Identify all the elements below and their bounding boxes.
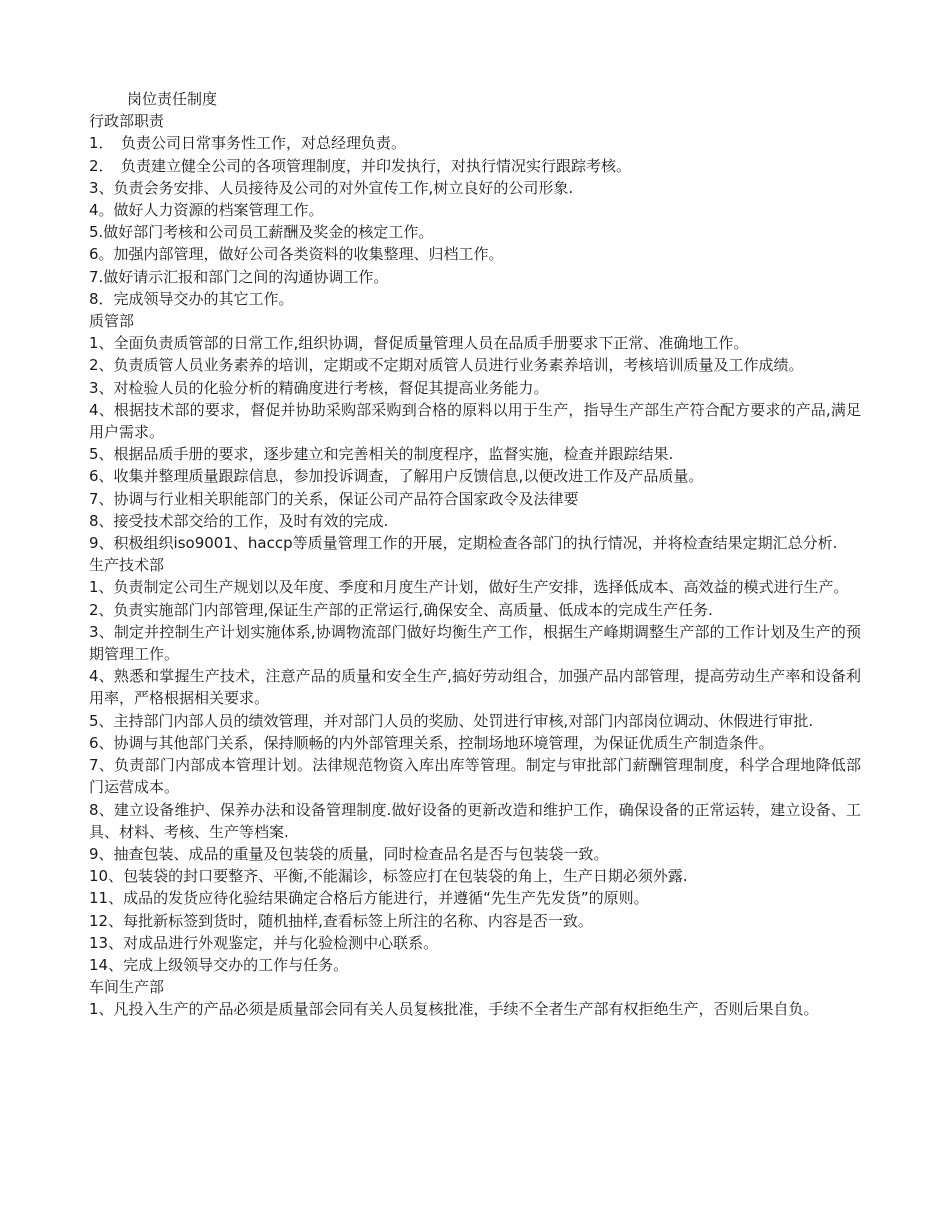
duty-item: 7、协调与行业相关职能部门的关系，保证公司产品符合国家政令及法律要 xyxy=(89,489,579,508)
duty-item: 1、全面负责质管部的日常工作,组织协调，督促质量管理人员在品质手册要求下正常、准确地工作。 xyxy=(89,334,749,353)
duty-list xyxy=(89,576,861,976)
duty-item: 6、协调与其他部门关系，保持顺畅的内外部管理关系，控制场地环境管理，为保证优质生产制造条件。 xyxy=(89,733,774,752)
duty-item: 5、主持部门内部人员的绩效管理，并对部门人员的奖励、处罚进行审核,对部门内部岗位调动、休假进行审批. xyxy=(89,711,814,730)
duty-item: 8、建立设备维护、保养办法和设备管理制度.做好设备的更新改造和维护工作，确保设备的正常运转，建立设备、工具、材料、考核、生产等档案. xyxy=(89,800,861,841)
document-title: 岗位责任制度 xyxy=(127,90,218,108)
section-workshop-production xyxy=(89,976,861,1020)
section-heading: 生产技术部 xyxy=(89,556,165,575)
duty-item: 5.做好部门考核和公司员工薪酬及奖金的核定工作。 xyxy=(89,223,434,242)
duty-item: 9、抽查包装、成品的重量及包装袋的质量，同时检查品名是否与包装袋一致。 xyxy=(89,844,609,863)
duty-item: 10、包装袋的封口要整齐、平衡,不能漏诊，标签应打在包装袋的角上，生产日期必须外露. xyxy=(89,867,688,886)
duty-item: 7.做好请示汇报和部门之间的沟通协调工作。 xyxy=(89,267,389,286)
duty-item: 14、完成上级领导交办的工作与任务。 xyxy=(89,955,349,974)
duty-item: 6。加强内部管理，做好公司各类资料的收集整理、归档工作。 xyxy=(89,245,504,264)
section-quality xyxy=(89,310,861,554)
duty-item: 1． 负责公司日常事务性工作，对总经理负责。 xyxy=(89,134,407,153)
duty-item: 2、负责质管人员业务素养的培训，定期或不定期对质管人员进行业务素养培训，考核培训质量及工作成绩。 xyxy=(89,356,804,375)
duty-list xyxy=(89,998,861,1020)
duty-item: 9、积极组织iso9001、haccp等质量管理工作的开展，定期检查各部门的执行情况，并将检查结果定期汇总分析. xyxy=(89,534,838,553)
duty-item: 5、根据品质手册的要求，逐步建立和完善相关的制度程序，监督实施，检查并跟踪结果. xyxy=(89,445,674,464)
duty-list xyxy=(89,132,861,310)
duty-item: 11、成品的发货应待化验结果确定合格后方能进行，并遵循“先生产先发货”的原则。 xyxy=(89,889,649,908)
duty-item: 3、负责会务安排、人员接待及公司的对外宣传工作,树立良好的公司形象. xyxy=(89,178,574,197)
duty-item: 1、凡投入生产的产品必须是质量部会同有关人员复核批准，手续不全者生产部有权拒绝生产，否则后果自负。 xyxy=(89,1000,819,1019)
duty-item: 8．完成领导交办的其它工作。 xyxy=(89,289,294,308)
duty-item: 3、制定并控制生产计划实施体系,协调物流部门做好均衡生产工作，根据生产峰期调整生产部的工作计划及生产的预期管理工作。 xyxy=(89,622,861,664)
duty-item: 12、每批新标签到货时，随机抽样,查看标签上所注的名称、内容是否一致。 xyxy=(89,911,593,930)
duty-item: 1、负责制定公司生产规划以及年度、季度和月度生产计划，做好生产安排，选择低成本、高效益的模式进行生产。 xyxy=(89,578,849,597)
duty-item: 13、对成品进行外观鉴定，并与化验检测中心联系。 xyxy=(89,933,439,952)
duty-item: 2． 负责建立健全公司的各项管理制度，并印发执行，对执行情况实行跟踪考核。 xyxy=(89,156,632,175)
duty-item: 2、负责实施部门内部管理,保证生产部的正常运行,确保安全、高质量、低成本的完成生产任务. xyxy=(89,600,713,619)
section-admin xyxy=(89,110,861,310)
section-heading: 车间生产部 xyxy=(89,978,165,997)
duty-item: 4。做好人力资源的档案管理工作。 xyxy=(89,201,324,220)
duty-item: 4、根据技术部的要求，督促并协助采购部采购到合格的原料以用于生产，指导生产部生产符合配方要求的产品,满足用户需求。 xyxy=(89,400,861,442)
document-page xyxy=(89,88,861,1021)
duty-item: 7、负责部门内部成本管理计划。法律规范物资入库出库等管理。制定与审批部门薪酬管理制度，科学合理地降低部门运营成本。 xyxy=(89,756,861,797)
duty-item: 4、熟悉和掌握生产技术，注意产品的质量和安全生产,搞好劳动组合，加强产品内部管理，提高劳动生产率和设备利用率，严格根据相关要求。 xyxy=(89,667,861,708)
duty-item: 8、接受技术部交给的工作，及时有效的完成. xyxy=(89,511,389,530)
duty-list xyxy=(89,332,861,554)
section-production-tech xyxy=(89,554,861,976)
duty-item: 6、收集并整理质量跟踪信息，参加投诉调查，了解用户反馈信息,以便改进工作及产品质量。 xyxy=(89,467,704,486)
section-heading: 行政部职责 xyxy=(89,112,165,131)
section-heading: 质管部 xyxy=(89,312,135,331)
duty-item: 3、对检验人员的化验分析的精确度进行考核，督促其提高业务能力。 xyxy=(89,378,549,397)
